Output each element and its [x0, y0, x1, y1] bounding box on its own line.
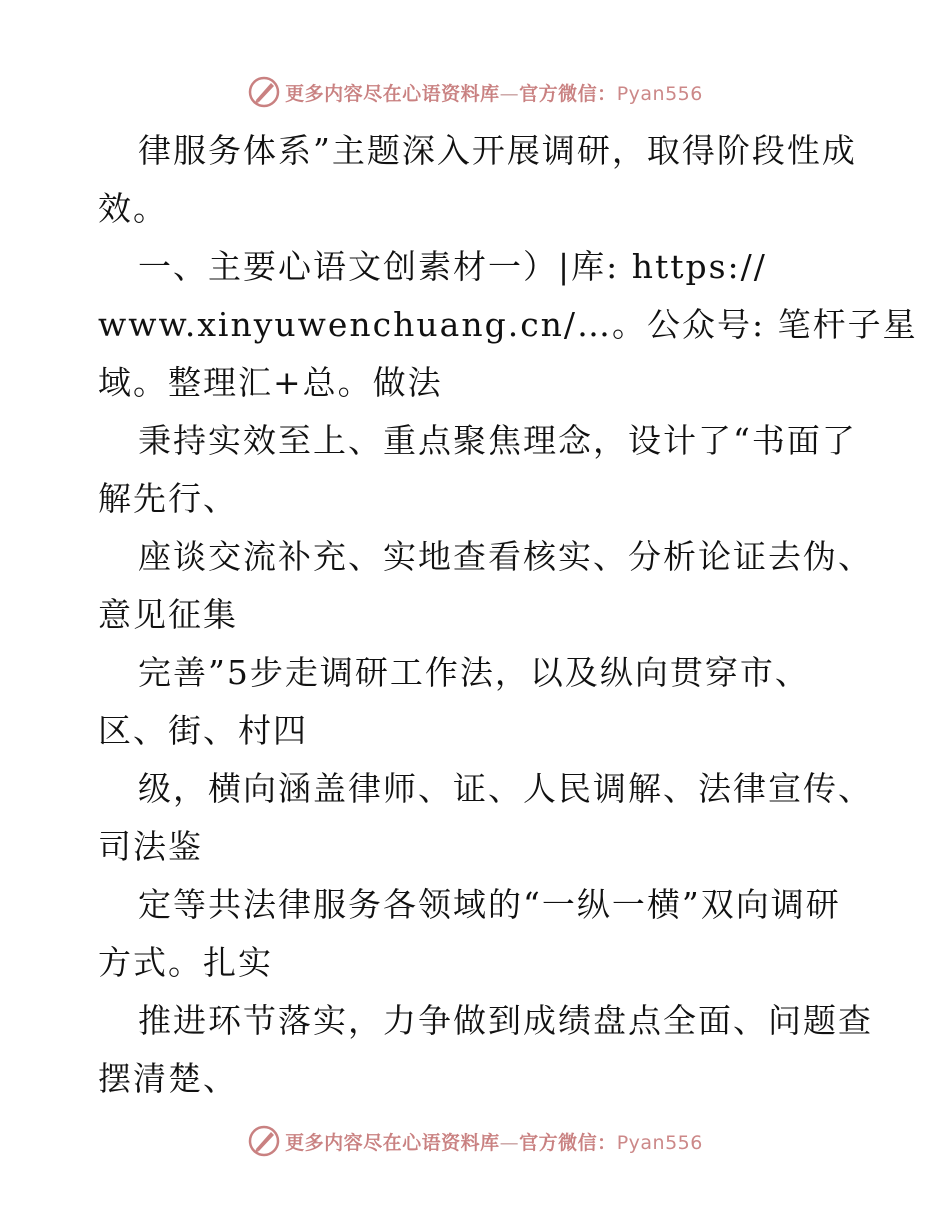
watermark-text: 更多内容尽在心语资料库—官方微信：Pyan556	[285, 1131, 703, 1154]
text-line: 解先行、	[98, 479, 238, 518]
text-line: 区、街、村四	[98, 711, 308, 750]
text-line: 律服务体系”主题深入开展调研，取得阶段性成	[138, 131, 857, 170]
text-line: 级，横向涵盖律师、证、人民调解、法律宣传、	[138, 769, 873, 808]
text-line: 摆清楚、	[98, 1059, 238, 1098]
pen-seal-logo-icon	[247, 75, 281, 109]
text-line: 意见征集	[98, 595, 238, 634]
text-line: 一、主要心语文创素材一）|库: https://	[138, 247, 767, 286]
footer-watermark	[0, 1121, 950, 1161]
watermark-text: 更多内容尽在心语资料库—官方微信：Pyan556	[285, 82, 703, 105]
text-line: 秉持实效至上、重点聚焦理念，设计了“书面了	[138, 421, 857, 460]
text-line: 推进环节落实，力争做到成绩盘点全面、问题查	[138, 1001, 873, 1040]
text-line: 效。	[98, 189, 168, 228]
header-watermark	[0, 72, 950, 112]
pen-seal-logo-icon	[247, 1124, 281, 1158]
text-line: 座谈交流补充、实地查看核实、分析论证去伪、	[138, 537, 873, 576]
text-line: 定等共法律服务各领域的“一纵一横”双向调研	[138, 885, 841, 924]
text-line: 方式。扎实	[98, 943, 273, 982]
text-line: 域。整理汇+总。做法	[98, 363, 443, 402]
text-line: 司法鉴	[98, 827, 203, 866]
text-line: www.xinyuwenchuang.cn/…。公众号: 笔杆子星	[98, 305, 918, 344]
text-line: 完善”5步走调研工作法，以及纵向贯穿市、	[138, 653, 810, 692]
document-body	[98, 122, 918, 1108]
